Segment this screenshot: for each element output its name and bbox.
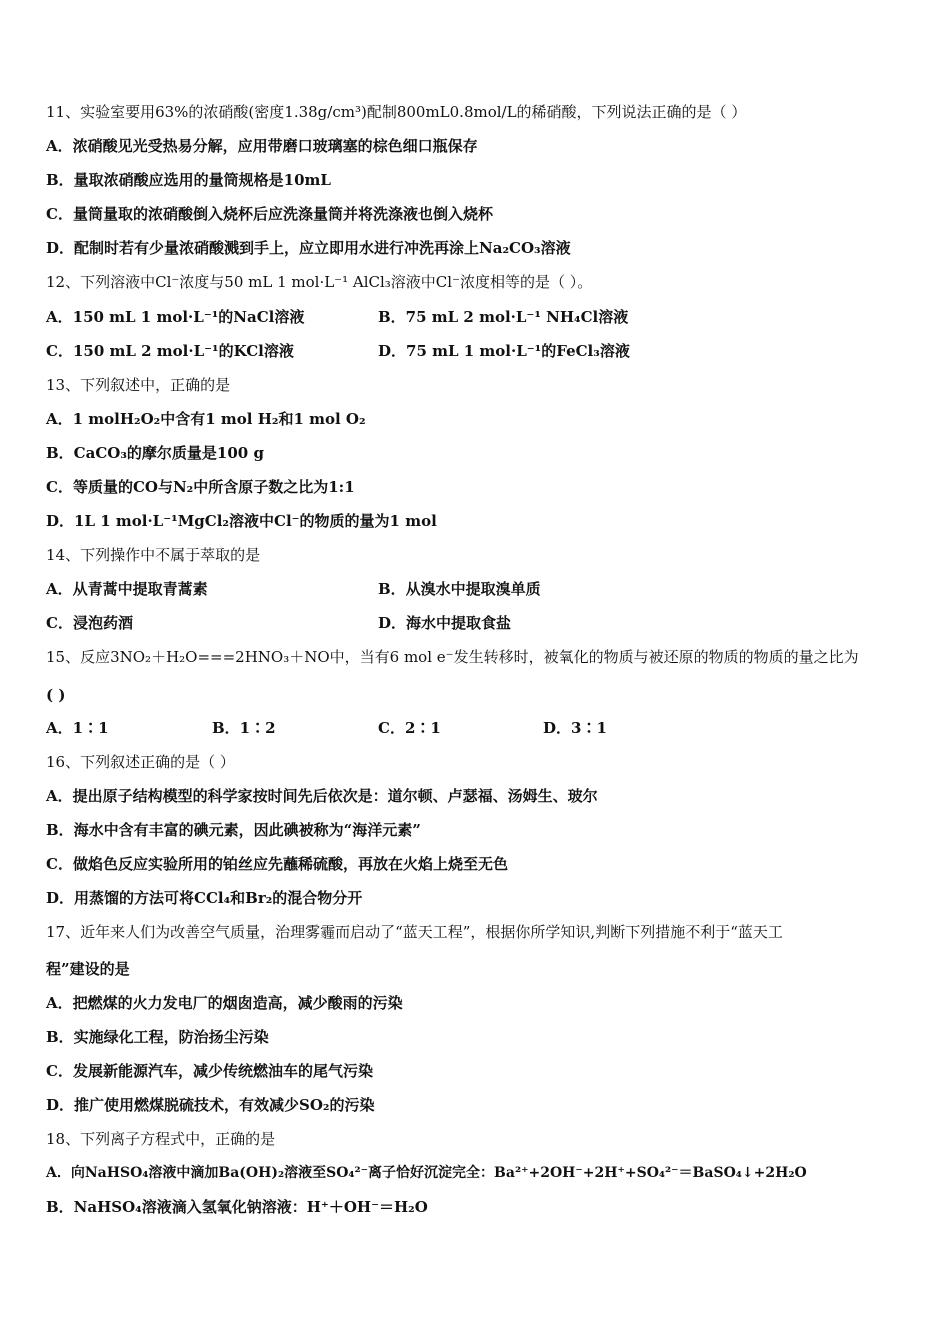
q15-stem-parens: ( ) [46, 686, 66, 704]
q15-option-c: C．2∶1 [378, 719, 441, 737]
q11-option-c: C．量筒量取的浓硝酸倒入烧杯后应洗涤量筒并将洗涤液也倒入烧杯 [46, 205, 493, 223]
q16-option-d: D．用蒸馏的方法可将CCl₄和Br₂的混合物分开 [46, 889, 363, 907]
q13-option-a: A．1 molH₂O₂中含有1 mol H₂和1 mol O₂ [46, 410, 366, 428]
q16-stem: 16、下列叙述正确的是（ ） [46, 753, 235, 771]
q13-stem: 13、下列叙述中，正确的是 [46, 376, 231, 394]
q17-option-d: D．推广使用燃煤脱硫技术，有效减少SO₂的污染 [46, 1096, 375, 1114]
q16-option-b: B．海水中含有丰富的碘元素，因此碘被称为“海洋元素” [46, 821, 421, 839]
q13-option-c: C．等质量的CO与N₂中所含原子数之比为1:1 [46, 478, 355, 496]
q17-stem-cont: 程”建设的是 [46, 960, 130, 978]
q14-option-b: B．从溴水中提取溴单质 [378, 580, 541, 598]
q17-option-a: A．把燃煤的火力发电厂的烟囱造高，减少酸雨的污染 [46, 994, 403, 1012]
q16-option-a: A．提出原子结构模型的科学家按时间先后依次是：道尔顿、卢瑟福、汤姆生、玻尔 [46, 787, 598, 805]
q14-stem: 14、下列操作中不属于萃取的是 [46, 546, 261, 564]
q11-option-b: B．量取浓硝酸应选用的量筒规格是10mL [46, 171, 331, 189]
q12-option-b: B．75 mL 2 mol·L⁻¹ NH₄Cl溶液 [378, 308, 629, 326]
q12-stem: 12、下列溶液中Cl⁻浓度与50 mL 1 mol·L⁻¹ AlCl₃溶液中Cl⁻浓度相等的是（ ）。 [46, 273, 593, 291]
q13-option-d: D．1L 1 mol·L⁻¹MgCl₂溶液中Cl⁻的物质的量为1 mol [46, 512, 437, 530]
q13-option-b: B．CaCO₃的摩尔质量是100 g [46, 444, 264, 462]
q16-option-c: C．做焰色反应实验所用的铂丝应先蘸稀硫酸，再放在火焰上烧至无色 [46, 855, 508, 873]
q11-stem: 11、实验室要用63%的浓硝酸(密度1.38g/cm³)配制800mL0.8mol/L的稀硝酸，下列说法正确的是（ ） [46, 103, 747, 121]
q11-option-a: A．浓硝酸见光受热易分解，应用带磨口玻璃塞的棕色细口瓶保存 [46, 137, 478, 155]
q18-stem: 18、下列离子方程式中，正确的是 [46, 1130, 276, 1148]
q12-option-a: A．150 mL 1 mol·L⁻¹的NaCl溶液 [46, 308, 305, 326]
q15-option-a: A．1∶1 [46, 719, 109, 737]
q17-stem: 17、近年来人们为改善空气质量，治理雾霾而启动了“蓝天工程”，根据你所学知识,判断下列措施不利于“蓝天工 [46, 923, 783, 941]
q18-option-b: B．NaHSO₄溶液滴入氢氧化钠溶液：H⁺＋OH⁻＝H₂O [46, 1198, 428, 1216]
q17-option-b: B．实施绿化工程，防治扬尘污染 [46, 1028, 269, 1046]
q12-option-d: D．75 mL 1 mol·L⁻¹的FeCl₃溶液 [378, 342, 630, 360]
q15-option-b: B．1∶2 [212, 719, 276, 737]
q17-option-c: C．发展新能源汽车，减少传统燃油车的尾气污染 [46, 1062, 373, 1080]
q18-option-a: A．向NaHSO₄溶液中滴加Ba(OH)₂溶液至SO₄²⁻离子恰好沉淀完全：Ba²⁺+2OH⁻+2H⁺+SO₄²⁻＝BaSO₄↓+2H₂O [46, 1165, 807, 1181]
q14-option-a: A．从青蒿中提取青蒿素 [46, 580, 208, 598]
q15-option-d: D．3∶1 [543, 719, 607, 737]
q12-option-c: C．150 mL 2 mol·L⁻¹的KCl溶液 [46, 342, 294, 360]
q14-option-c: C．浸泡药酒 [46, 614, 133, 632]
q15-stem: 15、反应3NO₂＋H₂O===2HNO₃＋NO中，当有6 mol e⁻发生转移时，被氧化的物质与被还原的物质的物质的量之比为 [46, 648, 859, 666]
q11-option-d: D．配制时若有少量浓硝酸溅到手上，应立即用水进行冲洗再涂上Na₂CO₃溶液 [46, 239, 571, 257]
q14-option-d: D．海水中提取食盐 [378, 614, 512, 632]
